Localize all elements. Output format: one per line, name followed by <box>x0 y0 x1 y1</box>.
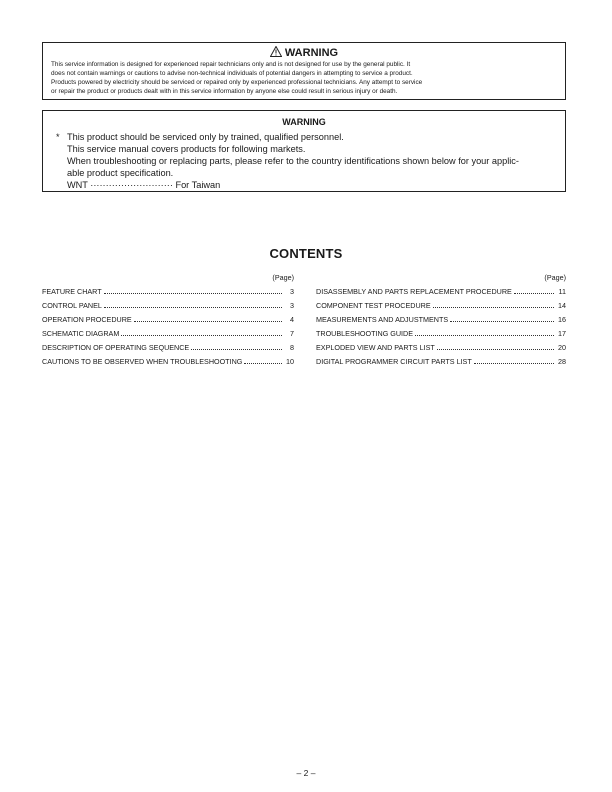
toc-entry-label: DISASSEMBLY AND PARTS REPLACEMENT PROCEDURE <box>316 287 512 296</box>
toc-entry-page: 10 <box>286 357 294 366</box>
toc-entry[interactable] <box>316 341 566 355</box>
page-column-header: (Page) <box>272 273 294 282</box>
toc-entry[interactable] <box>42 285 294 299</box>
toc-entry-page: 14 <box>558 301 566 310</box>
toc-leader-dots <box>474 362 554 364</box>
toc-leader-dots <box>104 292 282 294</box>
service-warning-line: When troubleshooting or replacing parts, please refer to the country identifications shown below for your applic- <box>67 156 519 166</box>
toc-entry-label: EXPLODED VIEW AND PARTS LIST <box>316 343 435 352</box>
toc-entry-label: COMPONENT TEST PROCEDURE <box>316 301 431 310</box>
toc-entry[interactable] <box>42 313 294 327</box>
toc-entry[interactable] <box>42 327 294 341</box>
toc-entry-page: 8 <box>290 343 294 352</box>
toc-leader-dots <box>433 306 554 308</box>
toc-entry-page: 17 <box>558 329 566 338</box>
toc-right-column <box>316 272 566 369</box>
service-warning-line: * This product should be serviced only by trained, qualified personnel. <box>53 131 555 143</box>
toc-leader-dots <box>244 362 282 364</box>
toc-entry-page: 28 <box>558 357 566 366</box>
toc-entry[interactable] <box>316 327 566 341</box>
toc-leader-dots <box>415 334 554 336</box>
toc-entry-label: SCHEMATIC DIAGRAM <box>42 329 120 338</box>
toc-entry-page: 11 <box>558 287 566 296</box>
warning-title-text: WARNING <box>284 47 339 59</box>
page-number: – 2 – <box>296 768 316 778</box>
toc-leader-dots <box>514 292 554 294</box>
toc-leader-dots <box>437 348 554 350</box>
toc-entry[interactable] <box>316 313 566 327</box>
warning-title <box>51 46 557 60</box>
warning-line: This service information is designed for experienced repair technicians only and is not designed for use by the general public. It <box>51 61 411 68</box>
toc-entry-page: 3 <box>290 301 294 310</box>
toc-entry-page: 4 <box>290 315 294 324</box>
toc-entry-page: 3 <box>290 287 294 296</box>
toc-entry-label: CAUTIONS TO BE OBSERVED WHEN TROUBLESHOOTING <box>42 357 243 366</box>
toc-left-column <box>42 272 294 369</box>
service-warning-line: This service manual covers products for following markets. <box>67 144 306 154</box>
toc-leader-dots <box>121 334 282 336</box>
toc-entry-label: TROUBLESHOOTING GUIDE <box>316 329 414 338</box>
warning-triangle-icon <box>270 46 282 57</box>
toc-entry-label: MEASUREMENTS AND ADJUSTMENTS <box>316 315 449 324</box>
toc-entry[interactable] <box>316 355 566 369</box>
toc-entry-label: FEATURE CHART <box>42 287 102 296</box>
warning-line: does not contain warnings or cautions to advise non-technical individuals of potential dangers in attempting to service a product. <box>51 70 413 77</box>
warning-box <box>42 42 566 100</box>
toc-leader-dots <box>104 306 282 308</box>
toc-leader-dots <box>191 348 282 350</box>
page-column-header: (Page) <box>544 273 566 282</box>
toc-leader-dots <box>450 320 554 322</box>
service-warning-title: WARNING <box>282 117 326 127</box>
toc-entry-label: OPERATION PROCEDURE <box>42 315 132 324</box>
toc-entry-page: 16 <box>558 315 566 324</box>
warning-line: Products powered by electricity should be serviced or repaired only by experienced professional technicians. Any attempt to service <box>51 79 423 86</box>
toc-entry[interactable] <box>316 285 566 299</box>
toc-entry-page: 7 <box>290 329 294 338</box>
service-warning-line: able product specification. <box>67 168 174 178</box>
toc-entry[interactable] <box>42 341 294 355</box>
toc-entry-label: DIGITAL PROGRAMMER CIRCUIT PARTS LIST <box>316 357 472 366</box>
toc-leader-dots <box>134 320 282 322</box>
toc-entry-label: DESCRIPTION OF OPERATING SEQUENCE <box>42 343 190 352</box>
toc-entry[interactable] <box>42 355 294 369</box>
service-warning-box <box>42 110 566 192</box>
toc-entry-label: CONTROL PANEL <box>42 301 102 310</box>
warning-line: or repair the product or products dealt with in this service information by anyone else could result in serious injury or death. <box>51 88 398 95</box>
toc-entry[interactable] <box>42 299 294 313</box>
service-warning-line: WNT ··························· For Taiwan <box>67 180 221 190</box>
toc-entry[interactable] <box>316 299 566 313</box>
toc-entry-page: 20 <box>558 343 566 352</box>
contents-title: CONTENTS <box>269 246 343 261</box>
